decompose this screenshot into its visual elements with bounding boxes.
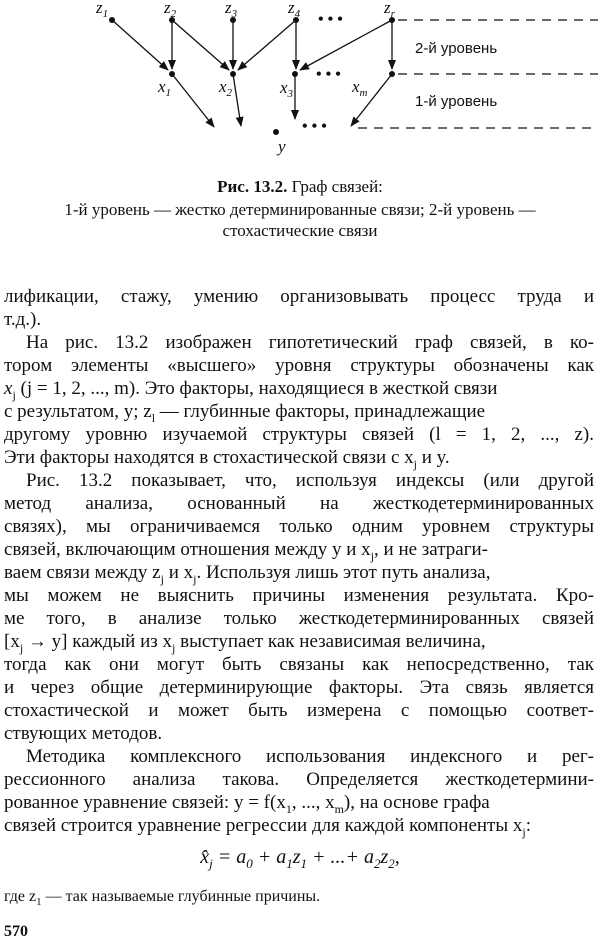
top-level-nodes	[95, 0, 396, 28]
text-line-20: ствующих методов.	[4, 723, 163, 744]
edge-z2-x2	[172, 20, 229, 70]
text-line-6: с результатом, y; $z_l$ — глубинные факторы, принадлежащие	[4, 401, 486, 425]
text-line-13: ваем связи между $z_j$ и $x_j$. Используя лишь этот путь анализа,	[4, 562, 491, 586]
text-line-16: $[x_j \to y]$ каждый из $x_j$ выступает как независимая величина,	[4, 631, 486, 655]
mid-ellipsis: • • •	[316, 66, 341, 83]
node-y	[273, 129, 279, 135]
text-line-3: На рис. 13.2 изображен гипотетический граф связей, в ко-	[26, 332, 594, 353]
regression-formula: $x̂_j = a_0 + a_1z_1$ + ...+ $a_2z_2$,	[200, 846, 400, 871]
formula-footnote: где $z_1$ — так называемые глубинные причины.	[4, 888, 321, 909]
text-line-24: связей строится уравнение регрессии для каждой компоненты $x_j$:	[4, 815, 531, 839]
top-ellipsis: • • •	[318, 11, 343, 28]
figure-caption-title	[0, 176, 600, 197]
label-z1: $z_1$	[96, 0, 109, 20]
text-line-12: связей, включающим отношения между y и $x_j$, и не затраги-	[4, 539, 489, 563]
label-x1: $x_1$	[158, 77, 172, 99]
text-line-21: Методика комплексного использования индексного и рег-	[26, 746, 594, 767]
text-line-10: метод анализа, основанный на жесткодетерминированных	[4, 493, 594, 514]
label-z3: $z_3$	[225, 0, 238, 20]
level1-label: 1-й уровень	[415, 93, 498, 110]
bottom-ellipsis: • • •	[302, 118, 327, 135]
text-line-14: мы можем не выяснить причины изменения результата. Кро-	[4, 585, 594, 606]
edge-x1-y	[172, 74, 214, 127]
label-x2: $x_2$	[219, 77, 233, 99]
page-number: 570	[4, 923, 28, 940]
relationship-graph-figure	[0, 0, 600, 165]
label-xm: $x_m$	[352, 77, 368, 99]
edge-zr-x3	[300, 20, 392, 70]
figure-title: Граф связей:	[287, 177, 383, 196]
label-y: y	[278, 137, 286, 156]
label-zr: $z_r$	[384, 0, 395, 20]
label-x3: $x_3$	[280, 78, 294, 100]
text-line-18: и через общие детерминирующие факторы. Эта связь является	[4, 677, 594, 698]
text-line-5: $x_j$ (j = 1, 2, ..., m). Это факторы, находящиеся в жесткой связи	[4, 378, 498, 402]
figure-caption-line2: 1-й уровень — жестко детерминированные связи; 2-й уровень —	[64, 200, 536, 219]
text-line-2: т.д.).	[4, 309, 42, 330]
edge-z1-x1	[112, 20, 168, 70]
mid-level-nodes	[157, 66, 395, 100]
text-line-9: Рис. 13.2 показывает, что, используя индексы (или другой	[26, 470, 594, 491]
edge-x2-y	[233, 74, 241, 126]
label-z2: $z_2$	[164, 0, 177, 20]
figure-caption-line3: стохастические связи	[222, 221, 378, 240]
text-line-4: тором элементы «высшего» уровня структуры обозначены как	[4, 355, 594, 376]
text-line-23: рованное уравнение связей: $y = f(x_1$, ..., $x_m$), на основе графа	[4, 792, 490, 816]
text-line-19: стохастической и может быть измерена с помощью соответ-	[4, 700, 594, 721]
level2-edges	[112, 20, 392, 70]
text-line-15: ме того, в анализе только жесткодетерминированных связей	[4, 608, 594, 629]
level2-label: 2-й уровень	[415, 40, 498, 57]
text-line-17: тогда как они могут быть связаны как непосредственно, так	[4, 654, 594, 675]
text-line-11: связях), мы ограничиваемся только одним уровнем структуры	[4, 516, 594, 537]
figure-label: Рис. 13.2.	[217, 177, 288, 196]
label-z4: $z_4$	[288, 0, 301, 20]
text-line-1: лификации, стажу, умению организовывать процесс труда и	[4, 286, 594, 307]
edge-z4-x2	[238, 20, 296, 70]
text-line-8: Эти факторы находятся в стохастической связи с $x_j$ и y.	[4, 447, 450, 471]
text-line-7: другому уровню изучаемой структуры связей (l = 1, 2, ..., z).	[4, 424, 594, 445]
text-line-22: рессионного анализа такова. Определяется жесткодетермини-	[4, 769, 594, 790]
